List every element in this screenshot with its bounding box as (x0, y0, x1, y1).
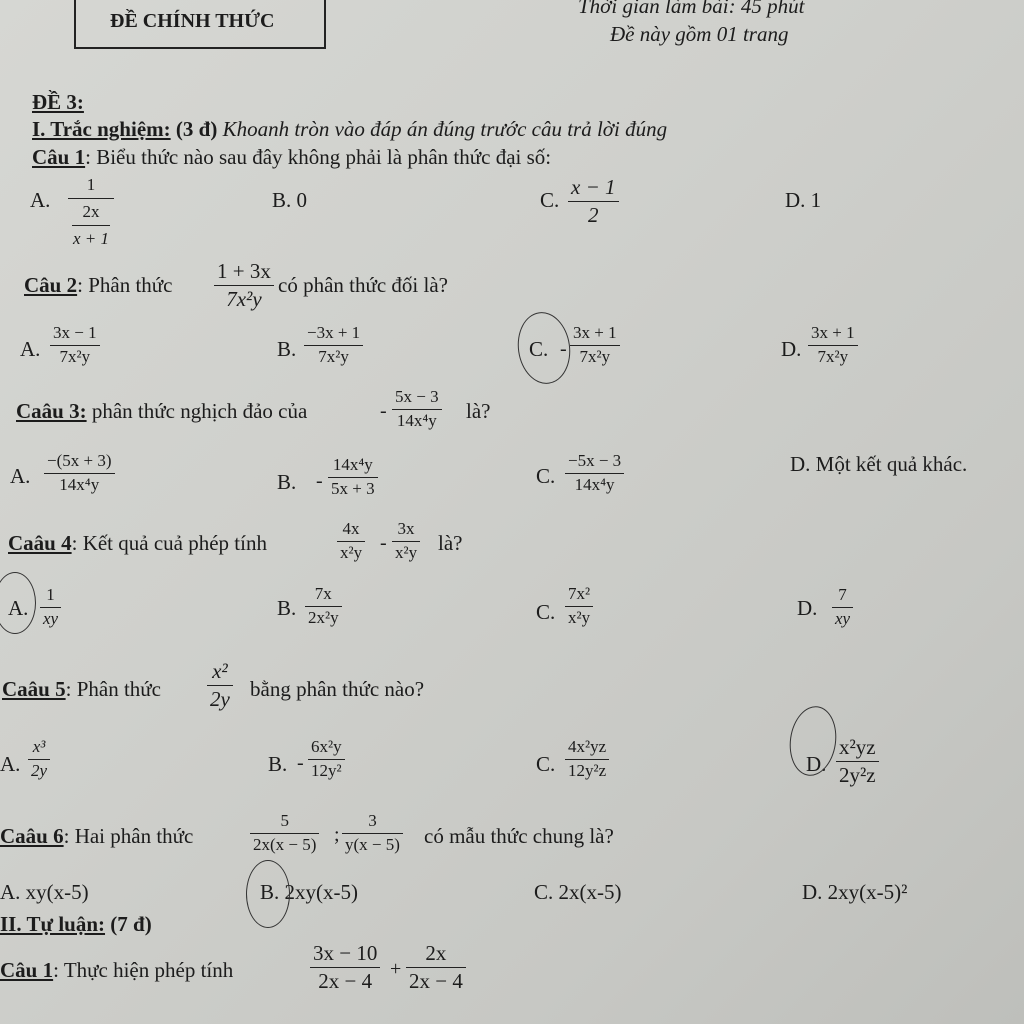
q2-c-sign: - (560, 338, 567, 360)
q5-text-after: bằng phân thức nào? (250, 677, 425, 701)
q1-a-num: 1 (86, 175, 96, 194)
q6-b: B. 2xy(x-5) (260, 880, 358, 904)
q5-a-num: x³ (32, 737, 46, 756)
q2-a-num: 3x − 1 (53, 323, 97, 342)
q1-c-fraction (568, 176, 619, 227)
q2-stem-start (24, 273, 172, 298)
q4-a-label: A. (8, 596, 29, 620)
q5-d-fraction (836, 736, 879, 787)
q5-fraction (207, 660, 233, 711)
q5-a-label: A. (0, 752, 21, 776)
q4-operator: - (380, 532, 387, 554)
q5-c-label: C. (536, 752, 556, 776)
q3-label: Caâu 3: (16, 399, 87, 423)
q5-d-label: D. (806, 752, 827, 776)
q4-b-label: B. (277, 596, 297, 620)
q2-c-label: C. (529, 337, 549, 361)
part1-points: (3 đ) (175, 117, 218, 141)
e1-n2: 2x (425, 941, 447, 965)
q6-stem-start (0, 824, 193, 849)
q5-label: Caâu 5 (2, 677, 66, 701)
q5-num: x² (212, 659, 228, 683)
q3-c-label: C. (536, 464, 556, 488)
q1-b: B. 0 (272, 188, 308, 212)
q6-a: A. xy(x-5) (0, 880, 89, 904)
q2-b-num: −3x + 1 (307, 323, 361, 342)
q3-text-after: là? (466, 399, 491, 423)
q6-d1: 2x(x − 5) (253, 834, 317, 854)
part2-points: (7 đ) (110, 912, 152, 936)
q6-text-before: : Hai phân thức (63, 824, 194, 848)
q5-b-sign: - (297, 752, 304, 774)
question-1 (32, 145, 551, 170)
q4-c-den: x²y (568, 607, 591, 627)
q5-a-den: 2y (31, 760, 48, 780)
time-line: Thời gian làm bài: 45 phút (578, 0, 805, 18)
q4-d-label: D. (797, 596, 818, 620)
q4-fraction-1 (337, 520, 365, 562)
q4-fraction-2 (392, 520, 420, 562)
q1-a-inner-den: x + 1 (72, 229, 110, 248)
q4-b-den: 2x²y (308, 607, 339, 627)
q4-a-num: 1 (46, 585, 55, 604)
q5-a-fraction (28, 738, 50, 780)
q2-den: 7x²y (226, 287, 262, 312)
q5-c-num: 4x²yz (568, 737, 607, 756)
q5-b-label: B. (268, 752, 288, 776)
q3-text-before: phân thức nghịch đảo của (91, 399, 308, 423)
e1-text: : Thực hiện phép tính (53, 958, 234, 982)
official-label: ĐỀ CHÍNH THỨC (110, 10, 275, 32)
q6-text-after: có mẫu thức chung là? (424, 824, 614, 848)
pages-line: Đề này gồm 01 trang (610, 22, 789, 46)
q5-b-den: 12y² (311, 760, 342, 780)
q3-a-den: 14x⁴y (59, 474, 100, 494)
q5-c-den: 12y²z (568, 760, 607, 780)
q6-separator: ; (334, 824, 340, 846)
q1-label: Câu 1 (32, 145, 86, 169)
q4-text-after: là? (438, 531, 463, 555)
q4-n1: 4x (342, 519, 360, 538)
e1-fraction-2 (406, 942, 466, 993)
q3-b-sign: - (316, 470, 323, 492)
e1-label: Câu 1 (0, 958, 54, 982)
q6-n2: 3 (368, 811, 377, 830)
q4-b-fraction (305, 585, 342, 627)
e1-fraction-1 (310, 942, 380, 993)
q3-d: D. Một kết quả khác. (790, 452, 968, 476)
q4-b-num: 7x (314, 584, 332, 603)
q2-label: Câu 2 (24, 273, 78, 297)
part2-title: II. Tự luận: (0, 912, 106, 936)
official-label-box (74, 0, 326, 49)
q2-a-fraction (50, 324, 100, 366)
q2-fraction (214, 260, 274, 311)
exam-code: ĐỀ 3: (32, 90, 84, 114)
q5-d-num: x²yz (839, 735, 876, 759)
q3-a-num: −(5x + 3) (47, 451, 112, 470)
e1-n1: 3x − 10 (313, 941, 378, 965)
q1-c-den: 2 (588, 203, 599, 228)
q1-text: : Biểu thức nào sau đây không phải là phân thức đại số: (85, 145, 552, 169)
q2-d-fraction (808, 324, 858, 366)
q5-c-fraction (565, 738, 609, 780)
part2-heading (0, 912, 152, 937)
part1-instruction: Khoanh tròn vào đáp án đúng trước câu trả lời đúng (222, 117, 668, 141)
e1-d1: 2x − 4 (318, 969, 373, 994)
q6-label: Caâu 6 (0, 824, 64, 848)
q2-d-den: 7x²y (817, 346, 849, 366)
q2-d-num: 3x + 1 (811, 323, 855, 342)
q1-c-num: x − 1 (571, 175, 616, 199)
q1-a-label: A. (30, 188, 51, 212)
q5-d-answer-circle (785, 703, 840, 779)
q6-d: D. 2xy(x-5)² (802, 880, 908, 904)
q3-c-fraction (565, 452, 624, 494)
q6-d2: y(x − 5) (345, 834, 400, 854)
q2-c-answer-circle (513, 309, 575, 388)
q5-den: 2y (210, 687, 230, 712)
q3-den: 14x⁴y (396, 410, 437, 430)
q2-text-after: có phân thức đối là? (278, 273, 448, 297)
q3-a-fraction (44, 452, 115, 494)
q1-d: D. 1 (785, 188, 822, 212)
e1-d2: 2x − 4 (409, 969, 463, 994)
q6-n1: 5 (280, 811, 289, 830)
q3-a-label: A. (10, 464, 31, 488)
q6-fraction-2 (342, 812, 403, 854)
q4-a-answer-circle (0, 572, 36, 634)
q3-c-den: 14x⁴y (574, 474, 615, 494)
q1-c-label: C. (540, 188, 560, 212)
q2-a-label: A. (20, 337, 41, 361)
q5-d-den: 2y²z (839, 763, 876, 788)
e1-operator: + (390, 958, 402, 980)
q3-b-fraction (328, 456, 378, 498)
q4-d2: x²y (395, 542, 418, 562)
q4-text-before: : Kết quả cuả phép tính (71, 531, 267, 555)
q4-a-fraction (40, 586, 61, 628)
q2-num: 1 + 3x (217, 259, 271, 283)
q5-stem-start (2, 677, 161, 702)
q3-fraction (392, 388, 442, 430)
q2-text-before: : Phân thức (77, 273, 173, 297)
q4-d-den: xy (835, 608, 851, 628)
q1-a-expression (68, 175, 114, 249)
q4-n2: 3x (397, 519, 415, 538)
q4-a-den: xy (43, 608, 59, 628)
q3-c-num: −5x − 3 (568, 451, 622, 470)
part1-title: I. Trắc nghiệm: (32, 117, 171, 141)
q2-c-num: 3x + 1 (573, 323, 617, 342)
q6-c: C. 2x(x-5) (534, 880, 622, 904)
q3-num: 5x − 3 (395, 387, 439, 406)
q5-text-before: : Phân thức (65, 677, 161, 701)
q2-a-den: 7x²y (59, 346, 91, 366)
q6-fraction-1 (250, 812, 319, 854)
q2-d-label: D. (781, 337, 802, 361)
q3-stem-start (16, 399, 307, 424)
part1-heading (32, 117, 667, 142)
q4-d-fraction (832, 586, 853, 628)
essay-1 (0, 958, 233, 983)
q2-b-fraction (304, 324, 363, 366)
q5-b-fraction (308, 738, 345, 780)
q2-b-den: 7x²y (318, 346, 349, 366)
q1-a-inner-num: 2x (82, 202, 100, 221)
q4-c-num: 7x² (568, 584, 591, 603)
q2-c-den: 7x²y (579, 346, 611, 366)
q3-sign: - (380, 400, 387, 422)
q6-b-answer-circle (246, 860, 290, 928)
q4-d-num: 7 (838, 585, 847, 604)
q3-b-num: 14x⁴y (332, 455, 373, 474)
q3-b-den: 5x + 3 (331, 478, 375, 498)
q2-b-label: B. (277, 337, 297, 361)
q2-c-fraction (570, 324, 620, 366)
q4-label: Caâu 4 (8, 531, 72, 555)
q4-c-label: C. (536, 600, 556, 624)
q4-d1: x²y (340, 542, 363, 562)
q5-b-num: 6x²y (311, 737, 342, 756)
q4-c-fraction (565, 585, 593, 627)
q3-b-label: B. (277, 470, 297, 494)
q4-stem-start (8, 531, 267, 556)
